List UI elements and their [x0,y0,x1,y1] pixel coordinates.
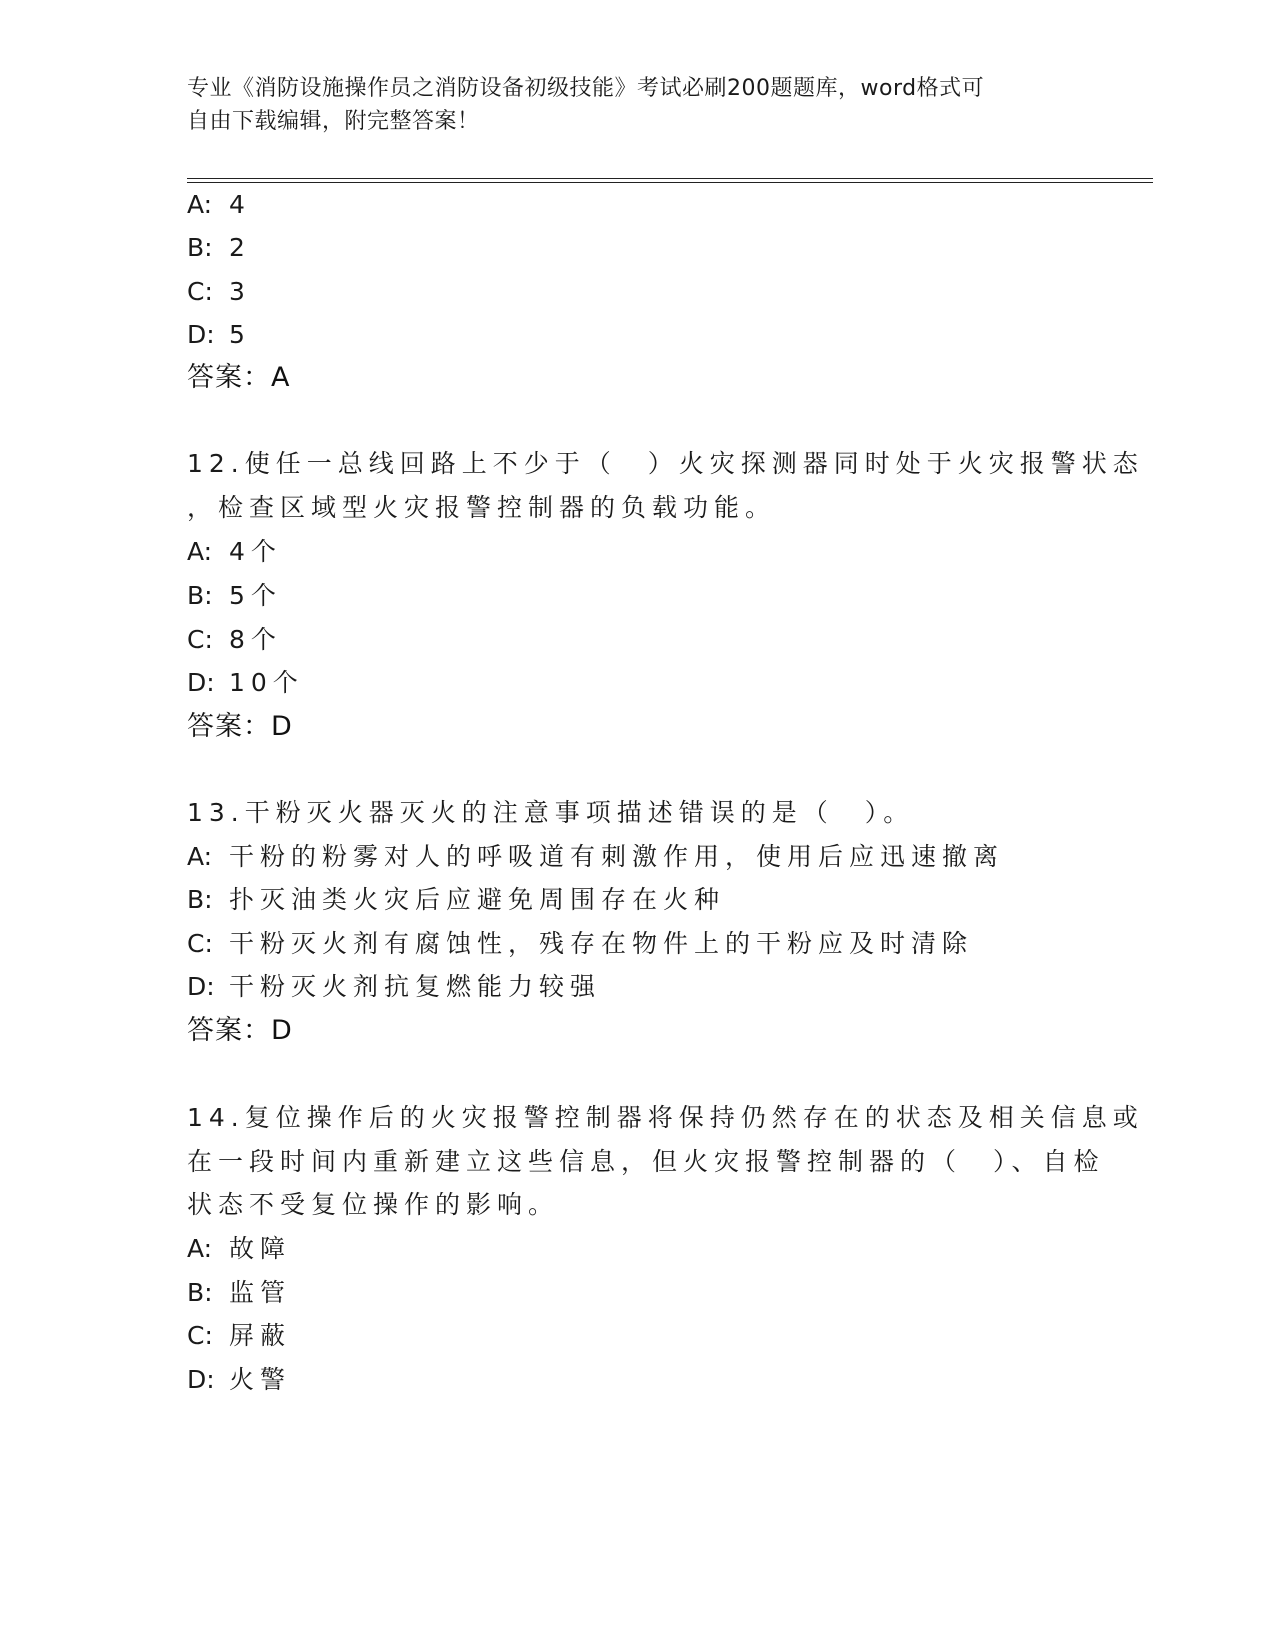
option-text: 火警 [229,1365,292,1394]
header-divider-top [187,178,1153,179]
q12-option-b [187,579,282,613]
q14-option-c [187,1319,291,1353]
option-key: B: [187,1278,213,1307]
q13-stem-line-1: 13.干粉灭火器灭火的注意事项描述错误的是（ ）。 [187,798,915,827]
q11-option-c [187,275,251,309]
header-divider-bottom [187,182,1153,183]
q14-option-b [187,1276,291,1310]
option-key: A: [187,537,213,566]
option-key: C: [187,1321,213,1350]
q12-option-d [187,666,304,700]
q12-option-c [187,623,282,657]
q11-answer: 答案：A [187,362,291,393]
option-text: 8个 [229,625,282,654]
option-text: 3 [229,277,251,306]
q13-answer: 答案：D [187,1015,293,1046]
q14-stem-line-1: 14.复位操作后的火灾报警控制器将保持仍然存在的状态及相关信息或 [187,1103,1144,1132]
option-text: 4个 [229,537,282,566]
option-key: B: [187,581,213,610]
option-text: 5个 [229,581,282,610]
option-text: 故障 [229,1234,292,1263]
q11-option-a [187,188,251,222]
q14-option-a [187,1232,291,1266]
q13-option-a [187,840,1004,874]
q13-option-b [187,883,725,917]
option-key: C: [187,277,213,306]
option-text: 5 [229,320,251,349]
option-text: 扑灭油类火灾后应避免周围存在火种 [229,885,726,914]
option-text: 4 [229,190,251,219]
option-key: C: [187,625,213,654]
option-text: 10个 [229,668,304,697]
q14-option-d [187,1363,291,1397]
header-line-2: 自由下载编辑，附完整答案！ [187,109,480,134]
q12-stem-line-2: ，检查区域型火灾报警控制器的负载功能。 [187,493,777,522]
option-text: 屏蔽 [229,1321,292,1350]
q14-stem-line-3: 状态不受复位操作的影响。 [187,1190,560,1219]
option-key: D: [187,668,215,697]
option-text: 干粉灭火剂有腐蚀性，残存在物件上的干粉应及时清除 [229,929,974,958]
option-key: A: [187,1234,213,1263]
option-key: A: [187,842,213,871]
q12-stem-line-1: 12.使任一总线回路上不少于（ ）火灾探测器同时处于火灾报警状态 [187,449,1144,478]
option-text: 干粉灭火剂抗复燃能力较强 [229,972,602,1001]
header-line-1: 专业《消防设施操作员之消防设备初级技能》考试必刷200题题库，word格式可 [187,76,985,101]
option-key: B: [187,885,213,914]
option-key: B: [187,233,213,262]
option-key: D: [187,972,215,1001]
q11-option-b [187,231,251,265]
option-text: 监管 [229,1278,292,1307]
q13-option-d [187,970,601,1004]
q14-stem-line-2: 在一段时间内重新建立这些信息，但火灾报警控制器的（ ）、自检 [187,1147,1105,1176]
option-text: 2 [229,233,251,262]
q12-option-a [187,535,282,569]
q13-option-c [187,927,973,961]
option-key: D: [187,1365,215,1394]
option-key: A: [187,190,213,219]
option-key: C: [187,929,213,958]
document-header [187,72,1067,138]
q12-answer: 答案：D [187,711,293,742]
option-text: 干粉的粉雾对人的呼吸道有刺激作用，使用后应迅速撤离 [229,842,1005,871]
option-key: D: [187,320,215,349]
q11-option-d [187,318,251,352]
